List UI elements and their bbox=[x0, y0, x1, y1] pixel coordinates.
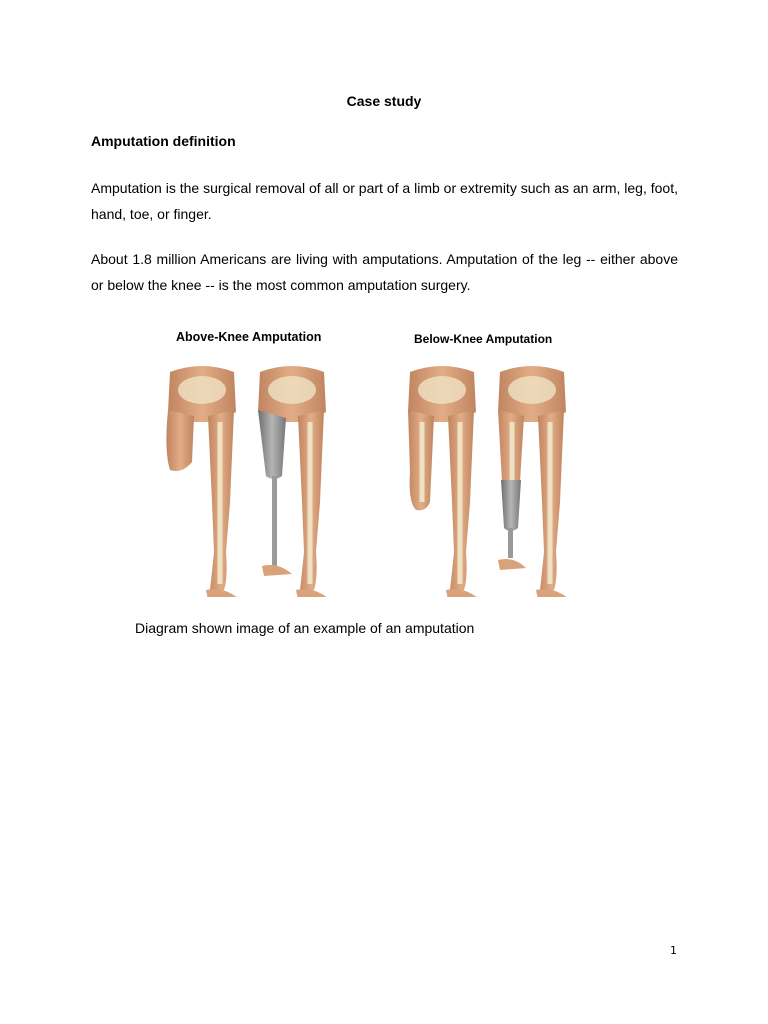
paragraph-definition: Amputation is the surgical removal of all or part of a limb or extremity such as an arm, leg, foot, hand, toe, or finger. bbox=[91, 180, 678, 222]
label-above-knee: Above-Knee Amputation bbox=[176, 330, 322, 344]
figure-below-knee-residual bbox=[408, 366, 478, 597]
amputation-illustration bbox=[140, 322, 600, 597]
section-heading: Amputation definition bbox=[91, 133, 236, 149]
label-below-knee: Below-Knee Amputation bbox=[414, 332, 553, 346]
page-title: Case study bbox=[346, 93, 422, 109]
paragraph-statistics: About 1.8 million Americans are living with amputations. Amputation of the leg -- either above or below the knee -- is the most common amputation surgery. bbox=[91, 251, 678, 293]
page-number: 1 bbox=[670, 944, 677, 957]
figure-below-knee-prosthesis bbox=[498, 366, 568, 597]
figure-above-knee-prosthesis bbox=[258, 366, 328, 597]
figure-above-knee-residual bbox=[166, 366, 238, 597]
figure-caption: Diagram shown image of an example of an amputation bbox=[135, 620, 475, 636]
amputation-figure bbox=[140, 322, 600, 597]
